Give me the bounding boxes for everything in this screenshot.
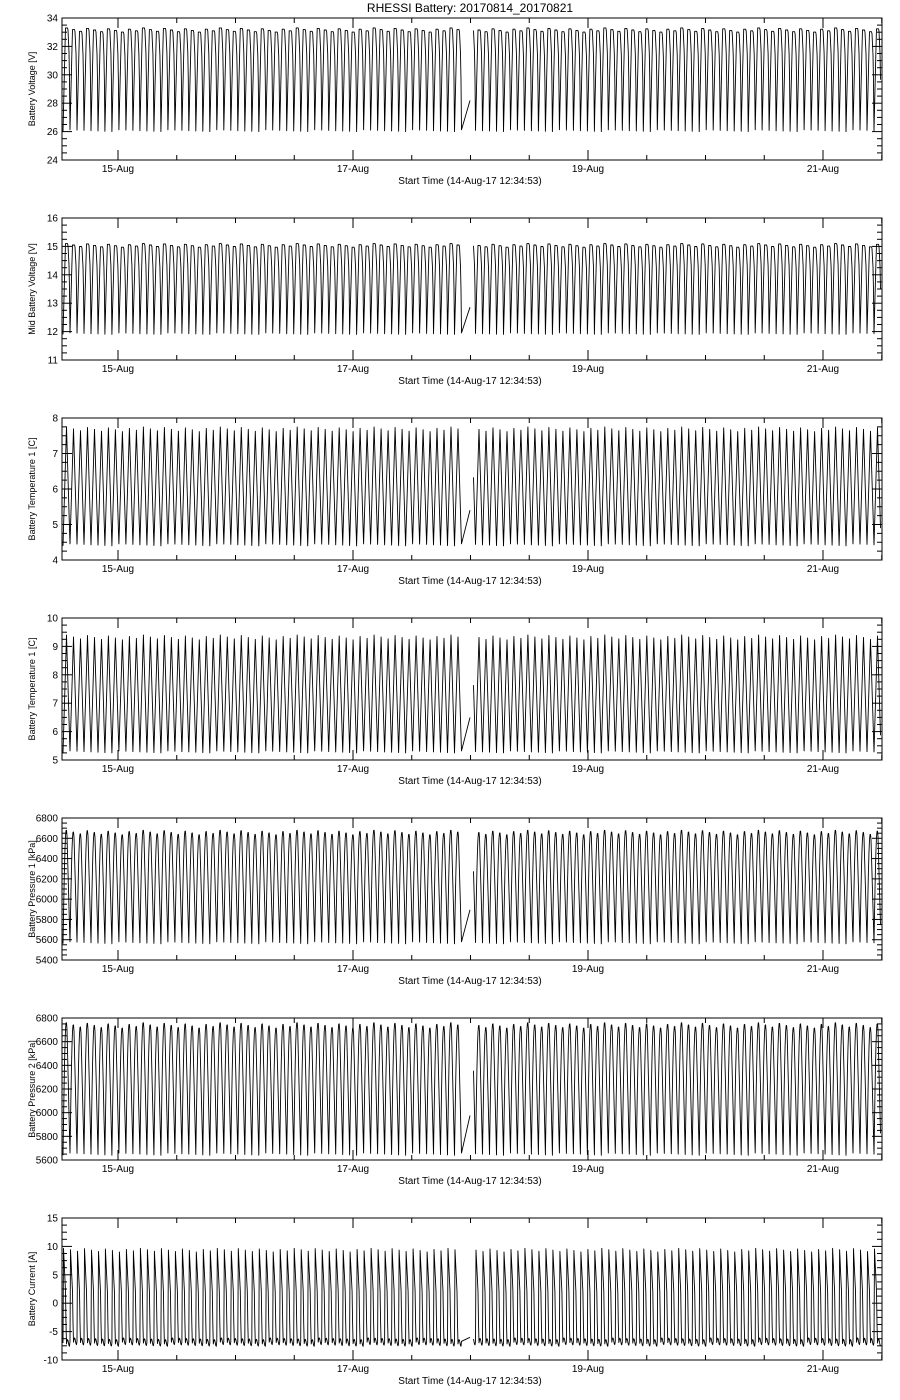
- y-tick-label: 32: [46, 41, 58, 53]
- y-tick-label: 5800: [35, 914, 58, 926]
- x-tick-label: 17-Aug: [336, 364, 370, 375]
- x-tick-label: 21-Aug: [806, 564, 840, 575]
- series-line: [63, 1023, 881, 1156]
- y-tick-label: 6000: [35, 894, 58, 906]
- y-axis-title: Battery Temperature 1 [C]: [27, 437, 37, 541]
- y-tick-label: 6: [52, 484, 58, 496]
- x-axis-title: Start Time (14-Aug-17 12:34:53): [398, 376, 542, 387]
- plot-frame: [62, 218, 882, 360]
- series-line: [63, 28, 881, 132]
- x-tick-label: 15-Aug: [101, 364, 135, 375]
- x-tick-label: 21-Aug: [806, 1364, 840, 1375]
- y-tick-label: 5400: [35, 955, 58, 967]
- y-tick-label: 5800: [35, 1131, 58, 1143]
- y-tick-label: 28: [46, 98, 58, 110]
- x-tick-label: 19-Aug: [571, 964, 605, 975]
- y-tick-label: 6000: [35, 1108, 58, 1120]
- x-tick-label: 21-Aug: [806, 1164, 840, 1175]
- y-tick-label: 6200: [35, 874, 58, 886]
- y-tick-label: 5: [52, 755, 58, 767]
- y-tick-label: 26: [46, 127, 58, 139]
- y-tick-label: 24: [46, 155, 58, 167]
- y-axis-title: Battery Temperature 1 [C]: [27, 637, 37, 741]
- y-tick-label: 8: [52, 413, 58, 425]
- series-line: [63, 830, 881, 944]
- x-axis-title: Start Time (14-Aug-17 12:34:53): [398, 1176, 542, 1187]
- y-tick-label: 10: [46, 613, 58, 625]
- y-tick-label: 6400: [35, 854, 58, 866]
- series-line: [63, 635, 881, 753]
- y-axis-title: Mid Battery Voltage [V]: [27, 243, 37, 335]
- y-tick-label: 16: [46, 213, 58, 225]
- x-axis-title: Start Time (14-Aug-17 12:34:53): [398, 1376, 542, 1387]
- chart-panel: [27, 1214, 882, 1388]
- y-tick-label: 8: [52, 670, 58, 682]
- x-tick-label: 17-Aug: [336, 764, 370, 775]
- x-tick-label: 15-Aug: [101, 964, 135, 975]
- x-tick-label: 19-Aug: [571, 164, 605, 175]
- y-tick-label: 0: [52, 1298, 58, 1310]
- x-tick-label: 15-Aug: [101, 564, 135, 575]
- plot-frame: [62, 18, 882, 160]
- y-tick-label: 6800: [35, 813, 58, 825]
- x-tick-label: 15-Aug: [101, 164, 135, 175]
- x-tick-label: 21-Aug: [806, 364, 840, 375]
- y-tick-label: 5: [52, 1270, 58, 1282]
- y-tick-label: 9: [52, 641, 58, 653]
- y-tick-label: 7: [52, 449, 58, 460]
- y-tick-label: 6600: [35, 833, 58, 845]
- x-tick-label: 19-Aug: [571, 564, 605, 575]
- y-tick-label: 4: [52, 555, 58, 567]
- y-tick-label: 34: [46, 13, 58, 25]
- chart-panel: [27, 814, 882, 988]
- y-tick-label: 5: [52, 520, 58, 531]
- x-tick-label: 17-Aug: [336, 564, 370, 575]
- chart-panel: [27, 14, 882, 188]
- x-tick-label: 15-Aug: [101, 1364, 135, 1375]
- y-tick-label: 12: [46, 327, 58, 339]
- series-line: [63, 244, 881, 335]
- x-tick-label: 17-Aug: [336, 1364, 370, 1375]
- y-tick-label: 6600: [35, 1037, 58, 1049]
- y-tick-label: 6400: [35, 1060, 58, 1072]
- panels-container: [27, 14, 882, 1388]
- y-axis-title: Battery Pressure 2 [kPa]: [27, 1040, 37, 1138]
- y-tick-label: 30: [46, 70, 58, 82]
- y-axis-title: Battery Voltage [V]: [27, 51, 37, 127]
- y-tick-label: 15: [46, 241, 58, 253]
- series-line: [63, 427, 881, 546]
- x-tick-label: 21-Aug: [806, 964, 840, 975]
- y-tick-label: 6800: [35, 1013, 58, 1025]
- chart-panel: [27, 1014, 882, 1188]
- x-tick-label: 15-Aug: [101, 1164, 135, 1175]
- x-tick-label: 19-Aug: [571, 764, 605, 775]
- x-tick-label: 17-Aug: [336, 164, 370, 175]
- x-tick-label: 17-Aug: [336, 964, 370, 975]
- x-axis-title: Start Time (14-Aug-17 12:34:53): [398, 576, 542, 587]
- chart-panel: [27, 214, 882, 388]
- y-tick-label: -10: [43, 1355, 58, 1367]
- x-axis-title: Start Time (14-Aug-17 12:34:53): [398, 176, 542, 187]
- x-tick-label: 15-Aug: [101, 764, 135, 775]
- x-tick-label: 19-Aug: [571, 1164, 605, 1175]
- x-tick-label: 21-Aug: [806, 764, 840, 775]
- y-tick-label: 6200: [35, 1084, 58, 1096]
- x-tick-label: 21-Aug: [806, 164, 840, 175]
- y-tick-label: 7: [52, 698, 58, 710]
- y-tick-label: -5: [49, 1327, 58, 1339]
- y-tick-label: 10: [46, 1241, 58, 1253]
- y-tick-label: 5600: [35, 935, 58, 947]
- y-tick-label: 14: [46, 270, 58, 282]
- y-axis-title: Battery Current [A]: [27, 1251, 37, 1327]
- y-tick-label: 15: [46, 1213, 58, 1225]
- x-axis-title: Start Time (14-Aug-17 12:34:53): [398, 976, 542, 987]
- x-axis-title: Start Time (14-Aug-17 12:34:53): [398, 776, 542, 787]
- y-tick-label: 6: [52, 727, 58, 739]
- x-tick-label: 19-Aug: [571, 1364, 605, 1375]
- chart-panel: [27, 414, 882, 588]
- chart-panel: [27, 614, 882, 788]
- y-tick-label: 5600: [35, 1155, 58, 1167]
- series-line: [63, 1248, 881, 1346]
- x-tick-label: 19-Aug: [571, 364, 605, 375]
- figure-title: RHESSI Battery: 20170814_20170821: [366, 1, 574, 15]
- y-tick-label: 11: [47, 355, 58, 367]
- y-axis-title: Battery Pressure 1 [kPa]: [27, 840, 37, 938]
- y-tick-label: 13: [46, 298, 58, 310]
- x-tick-label: 17-Aug: [336, 1164, 370, 1175]
